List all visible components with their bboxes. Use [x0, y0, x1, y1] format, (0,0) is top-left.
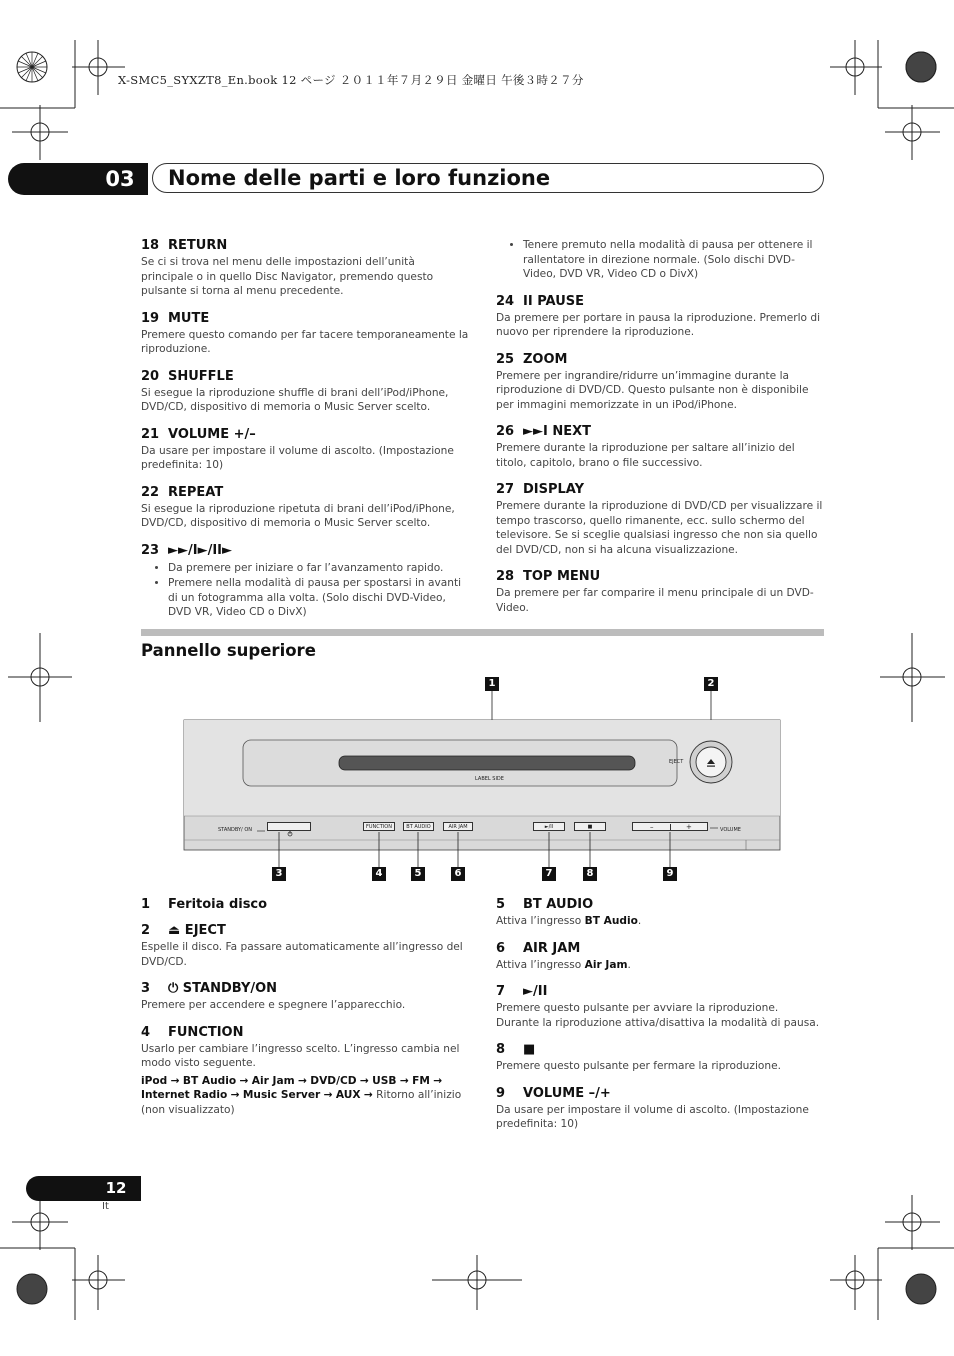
callout-6: 6 [451, 867, 465, 881]
stop-button[interactable]: ■ [574, 822, 606, 831]
remote-item-18-body: Se ci si trova nel menu delle impostazioni dell’unità principale o in quello Disc Navigator, premendo questo pulsante si torna al menu precedente. [141, 256, 434, 297]
panel-item-7-body: Premere questo pulsante per avviare la riproduzione. Durante la riproduzione attiva/disattiva la modalità di pausa. [496, 1002, 820, 1029]
arrow-icon: → [298, 1074, 307, 1087]
callout-5: 5 [411, 867, 425, 881]
arrow-icon: → [170, 1074, 180, 1087]
item-number: 19 [141, 310, 160, 326]
chapter-title: Nome delle parti e loro funzione [168, 166, 551, 190]
item-title: RETURN [168, 238, 228, 253]
remote-item-18-head [141, 238, 469, 254]
remote-item-21-head [141, 427, 469, 443]
section-title: Pannello superiore [141, 641, 316, 660]
panel-item-7-head: 7 ►/II [496, 984, 548, 999]
item-title: ►►I NEXT [523, 424, 592, 439]
item-number: 26 [496, 424, 515, 439]
remote-item-26-head [496, 424, 824, 440]
play-pause-button[interactable]: ►/II [533, 822, 565, 831]
callout-4: 4 [372, 867, 386, 881]
function-input-name: FM [412, 1074, 430, 1087]
item-title: II PAUSE [523, 293, 584, 309]
remote-item-19-head [141, 311, 469, 327]
volume-minus-button[interactable]: – [650, 823, 654, 831]
item-number: 20 [141, 368, 160, 384]
arrow-icon: → [363, 1089, 373, 1101]
item-number: 22 [141, 484, 160, 500]
item-title: DISPLAY [523, 482, 585, 497]
air-jam-button[interactable]: AIR JAM [443, 822, 473, 831]
arrow-icon: → [433, 1074, 443, 1087]
callout-9: 9 [663, 867, 677, 881]
arrow-icon: → [323, 1089, 333, 1101]
panel-item-4-body: Usarlo per cambiare l’ingresso scelto. L’ingresso cambia nel modo visto seguente. [141, 1042, 460, 1069]
item-title: ►►/I►/II► [168, 542, 232, 558]
item-number: 18 [141, 238, 160, 253]
item-title: ZOOM [523, 351, 568, 367]
callout-7: 7 [542, 867, 556, 881]
bullet-item: • Tenere premuto nella modalità di pausa per ottenere il rallentatore in direzione normale. (Solo dischi DVD-Video, DVD VR, Video CD o DivX) [523, 238, 824, 282]
item-number: 23 [141, 542, 160, 558]
arrow-icon: → [399, 1074, 409, 1087]
panel-item-2-body: Espelle il disco. Fa passare automaticamente all’ingresso del DVD/CD. [141, 941, 463, 968]
remote-item-20-body: Si esegue la riproduzione shuffle di brani dell’iPod/iPhone, DVD/CD, dispositivo di memoria o Music Server scelto. [141, 386, 449, 413]
volume-center-mark [670, 824, 671, 830]
chapter-number: 03 [105, 167, 135, 191]
item-number: 28 [496, 569, 515, 584]
item-23-continued-bullets [496, 238, 824, 282]
function-input-name: BT Audio [182, 1074, 237, 1087]
arrow-icon: → [230, 1089, 240, 1101]
item-title: SHUFFLE [168, 368, 234, 384]
top-panel-illustration [183, 676, 781, 879]
remote-item-25-body: Premere per ingrandire/ridurre un’immagine durante la riproduzione di DVD/CD. Questo pulsante non è disponibile per immagini memorizzate in un iPod/iPhone. [496, 369, 809, 411]
function-button[interactable]: FUNCTION [363, 822, 395, 831]
panel-item-6-body: Attiva l’ingresso Air Jam. [496, 958, 631, 971]
section-divider [141, 629, 824, 636]
remote-item-24-body: Da premere per portare in pausa la riproduzione. Premerlo di nuovo per riprendere la riproduzione. [496, 311, 821, 338]
item-title: REPEAT [168, 484, 224, 500]
remote-item-27-body: Premere durante la riproduzione di DVD/CD per visualizzare il tempo trascorso, quello rimanente, ecc. sullo schermo del televisore. Se si sceglie qualsiasi ingresso che non sia quello del DVD/CD, non si ha alcuna visualizzazione. [496, 500, 823, 556]
bt-audio-button[interactable]: BT AUDIO [403, 822, 434, 831]
item-title: MUTE [168, 310, 210, 326]
volume-plus-button[interactable]: + [686, 823, 692, 831]
remote-items-right [496, 238, 824, 615]
callout-3: 3 [272, 867, 286, 881]
panel-items-left [141, 885, 469, 1117]
volume-label: VOLUME [720, 827, 741, 833]
item-number: 27 [496, 482, 515, 497]
function-input-name: DVD/CD [310, 1074, 357, 1087]
function-input-name: AUX [335, 1089, 361, 1101]
function-input-name: Internet Radio [141, 1089, 228, 1101]
remote-item-20-head [141, 369, 469, 385]
panel-item-2-head: 2 ⏏ EJECT [141, 923, 226, 938]
panel-item-3-head: 3 ⏻ STANDBY/ON [141, 981, 278, 996]
callout-1: 1 [485, 677, 499, 691]
callout-2: 2 [704, 677, 718, 691]
eject-label: EJECT [669, 759, 684, 765]
function-input-name: USB [372, 1074, 397, 1087]
page-number: 12 [105, 1179, 127, 1197]
page-language: It [102, 1201, 109, 1212]
function-input-name: Air Jam [251, 1074, 295, 1087]
panel-item-5-head: 5 BT AUDIO [496, 897, 594, 912]
function-sequence [141, 1074, 469, 1118]
arrow-icon: → [239, 1074, 249, 1087]
panel-item-4-head: 4 FUNCTION [141, 1024, 244, 1040]
function-input-name: iPod [141, 1074, 168, 1087]
remote-item-28-head [496, 569, 824, 585]
item-title: VOLUME +/– [168, 426, 256, 442]
remote-item-24-head [496, 294, 824, 310]
panel-item-6-head: 6 AIR JAM [496, 940, 581, 956]
panel-item-9-head: 9 VOLUME –/+ [496, 1085, 611, 1101]
remote-items-left [141, 226, 469, 621]
label-side-text: LABEL SIDE [475, 776, 504, 782]
remote-item-22-head [141, 485, 469, 501]
panel-item-3-body: Premere per accendere e spegnere l’apparecchio. [141, 999, 406, 1011]
arrow-icon: → [359, 1074, 369, 1087]
callout-8: 8 [583, 867, 597, 881]
item-number: 24 [496, 293, 515, 309]
standby-button[interactable] [267, 822, 311, 831]
panel-items-right [496, 885, 824, 1132]
book-file-header: X-SMC5_SYXZT8_En.book 12 ページ ２０１１年７月２９日 金曜日 午後３時２７分 [118, 73, 584, 87]
remote-item-21-body: Da usare per impostare il volume di ascolto. (Impostazione predefinita: 10) [141, 444, 454, 471]
remote-item-22-body: Si esegue la riproduzione ripetuta di brani dell’iPod/iPhone, DVD/CD, dispositivo di memoria o Music Server scelto. [141, 502, 455, 529]
function-input-name: Music Server [242, 1089, 321, 1101]
standby-label: STANDBY/ ON [218, 827, 253, 833]
panel-item-8-head: 8 ■ [496, 1042, 536, 1057]
remote-item-23-head [141, 543, 469, 559]
panel-item-8-body: Premere questo pulsante per fermare la riproduzione. [496, 1060, 781, 1072]
function-sequence-tail: Ritorno all’inizio (non visualizzato) [141, 1089, 462, 1116]
power-icon [268, 830, 312, 838]
remote-item-28-body: Da premere per far comparire il menu principale di un DVD-Video. [496, 587, 814, 614]
bullet-item: • Premere nella modalità di pausa per spostarsi in avanti di un fotogramma alla volta. (Solo dischi DVD-Video, DVD VR, Video CD o DivX) [168, 576, 469, 620]
panel-item-9-body: Da usare per impostare il volume di ascolto. (Impostazione predefinita: 10) [496, 1103, 809, 1130]
panel-item-1-head: 1 Feritoia disco [141, 897, 268, 912]
remote-item-27-head [496, 482, 824, 498]
item-title: TOP MENU [523, 569, 601, 584]
remote-item-19-body: Premere questo comando per far tacere temporaneamente la riproduzione. [141, 328, 469, 355]
bullet-item: • Da premere per iniziare o far l’avanzamento rapido. [168, 561, 469, 576]
item-number: 21 [141, 426, 160, 442]
remote-item-26-body: Premere durante la riproduzione per saltare all’inizio del titolo, capitolo, brano o file successivo. [496, 442, 795, 469]
remote-item-25-head [496, 352, 824, 368]
panel-item-5-body: Attiva l’ingresso BT Audio. [496, 915, 642, 927]
volume-control[interactable] [632, 822, 708, 831]
remote-item-23-bullets [141, 561, 469, 620]
item-number: 25 [496, 351, 515, 367]
